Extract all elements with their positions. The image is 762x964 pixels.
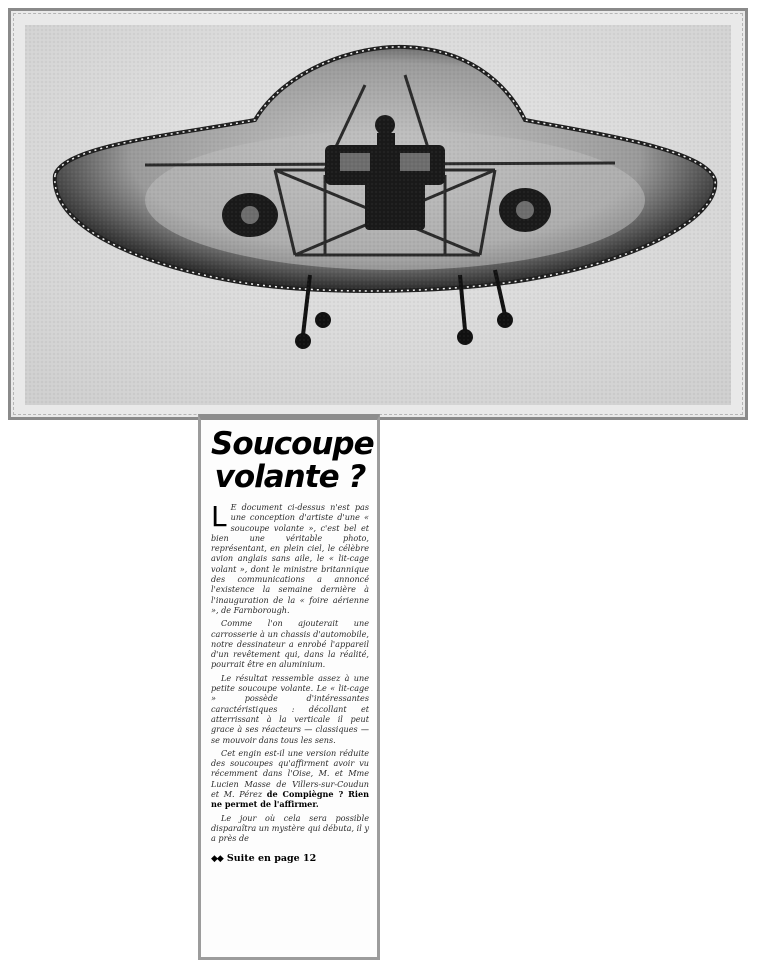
paragraph-4-bold: de Compiègne ? Rien ne permet de l'affirmer. <box>211 789 369 810</box>
headline <box>211 426 374 495</box>
article-body <box>211 502 369 844</box>
paragraph-1 <box>211 502 369 615</box>
headline-line-2: volante ? <box>214 459 366 495</box>
headline-line-1: Soucoupe <box>211 426 374 462</box>
dropcap: L <box>211 500 227 533</box>
photo-frame <box>8 8 748 420</box>
paragraph-3: Le résultat ressemble assez à une petite soucoupe volante. Le « lit-cage » possède d'intéressantes caractéristiques : décollant et atterrissant à la verticale il peut grace à ses réacteurs — classiques — se mouvoir dans tous les sens. <box>211 672 369 745</box>
paragraph-1-text: E document ci-dessus n'est pas une conception d'artiste d'une « soucoupe volante », c'est bel et bien une véritable photo, représentant, en plein ciel, le célèbre avion anglais sans aile, le « lit-cage volant », dont le ministre britannique des communications a annoncé l'existence la semaine dernière à l'inauguration de la « foire aérienne », de Farnborough. <box>211 502 369 615</box>
paragraph-4-text: Cet engin est-il une version réduite des soucoupes qu'affirment avoir vu récemment dans l'Oise, M. et Mme Lucien Masse de Villers-sur-Coudun et M. Pérez <box>211 747 369 800</box>
flying-bedstead-icon <box>25 25 731 405</box>
paragraph-4 <box>211 748 369 810</box>
paragraph-2: Comme l'on ajouterait une carrosserie à un chassis d'automobile, notre dessinateur a enrobé l'appareil d'un revêtement qui, dans la réalité, pourrait être en aluminium. <box>211 618 369 670</box>
diamond-icon: ◆◆ <box>211 853 223 864</box>
paragraph-5: Le jour où cela sera possible disparaîtra un mystère qui débuta, il y a près de <box>211 812 369 844</box>
saucer-photo <box>25 25 731 405</box>
continued-label: Suite en page 12 <box>226 852 317 864</box>
article-column <box>198 414 380 960</box>
continued-link[interactable] <box>211 853 369 864</box>
